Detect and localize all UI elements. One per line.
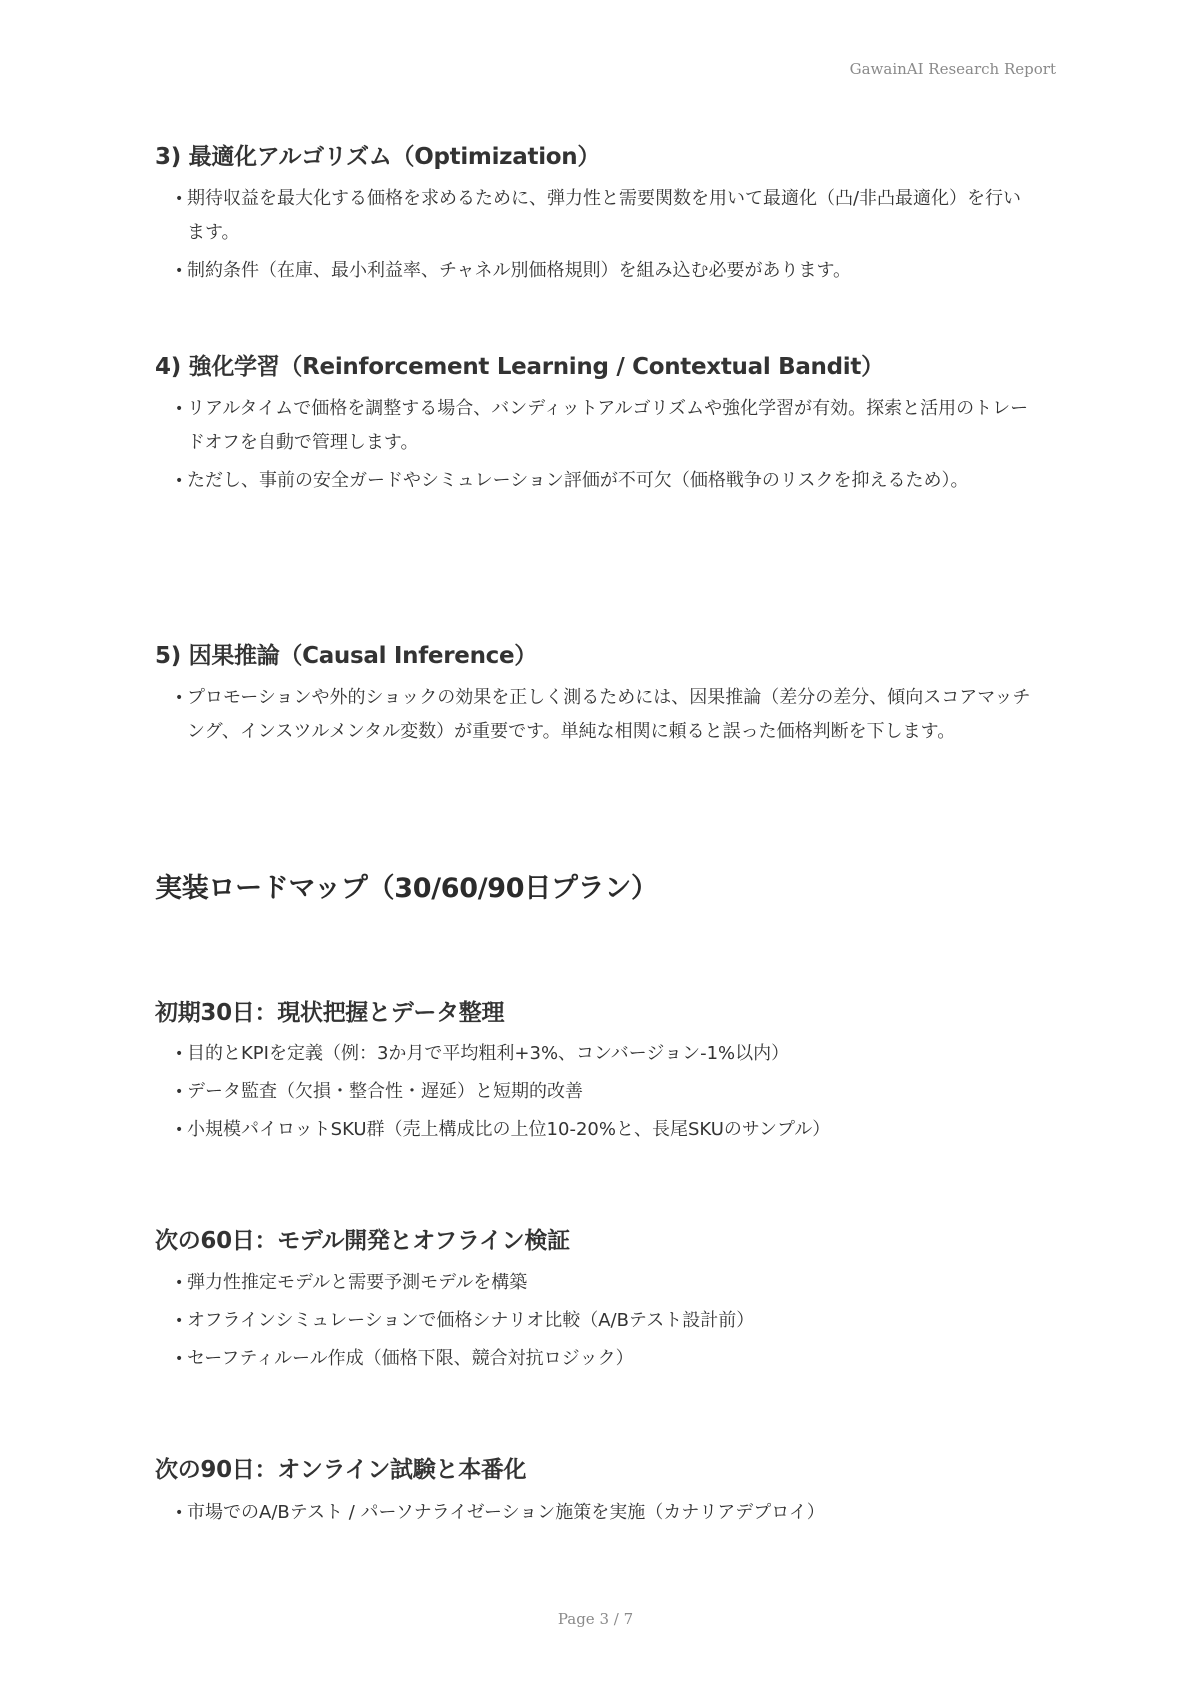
list-item: • ただし、事前の安全ガードやシミュレーション評価が不可欠（価格戦争のリスクを抑えるため）。 xyxy=(175,464,1035,498)
phase30-bullets xyxy=(175,1037,1035,1151)
phase-heading-90: 次の90日：オンライン試験と本番化 xyxy=(155,1457,527,1483)
causal-bullets xyxy=(175,681,1035,753)
section-heading-reinforcement: 4) 強化学習（Reinforcement Learning / Contextual Bandit） xyxy=(155,354,884,380)
list-item: • 弾力性推定モデルと需要予測モデルを構築 xyxy=(175,1266,1035,1300)
list-item: • プロモーションや外的ショックの効果を正しく測るためには、因果推論（差分の差分、傾向スコアマッチング、インスツルメンタル変数）が重要です。単純な相関に頼ると誤った価格判断を下します。 xyxy=(175,681,1035,749)
list-item: • 市場でのA/Bテスト / パーソナライゼーション施策を実施（カナリアデプロイ） xyxy=(175,1496,1035,1530)
phase60-bullets xyxy=(175,1266,1035,1380)
page-number: Page 3 / 7 xyxy=(557,1610,634,1628)
list-item: • オフラインシミュレーションで価格シナリオ比較（A/Bテスト設計前） xyxy=(175,1304,1035,1338)
section-heading-optimization: 3) 最適化アルゴリズム（Optimization） xyxy=(155,144,601,170)
phase-heading-30: 初期30日：現状把握とデータ整理 xyxy=(155,1000,505,1026)
list-item: • 制約条件（在庫、最小利益率、チャネル別価格規則）を組み込む必要があります。 xyxy=(175,254,1035,288)
section-heading-causal: 5) 因果推論（Causal Inference） xyxy=(155,643,537,669)
phase90-bullets xyxy=(175,1496,1035,1534)
list-item: • データ監査（欠損・整合性・遅延）と短期的改善 xyxy=(175,1075,1035,1109)
list-item: • セーフティルール作成（価格下限、競合対抗ロジック） xyxy=(175,1342,1035,1376)
list-item: • 小規模パイロットSKU群（売上構成比の上位10-20%と、長尾SKUのサンプル） xyxy=(175,1113,1035,1147)
list-item: • 期待収益を最大化する価格を求めるために、弾力性と需要関数を用いて最適化（凸/非凸最適化）を行います。 xyxy=(175,182,1035,250)
optimization-bullets xyxy=(175,182,1035,292)
running-header: GawainAI Research Report xyxy=(849,60,1056,78)
phase-heading-60: 次の60日：モデル開発とオフライン検証 xyxy=(155,1228,570,1254)
list-item: • 目的とKPIを定義（例：3か月で平均粗利+3%、コンバージョン-1%以内） xyxy=(175,1037,1035,1071)
list-item: • リアルタイムで価格を調整する場合、バンディットアルゴリズムや強化学習が有効。探索と活用のトレードオフを自動で管理します。 xyxy=(175,392,1035,460)
section-heading-roadmap: 実装ロードマップ（30/60/90日プラン） xyxy=(155,873,658,904)
reinforcement-bullets xyxy=(175,392,1035,502)
